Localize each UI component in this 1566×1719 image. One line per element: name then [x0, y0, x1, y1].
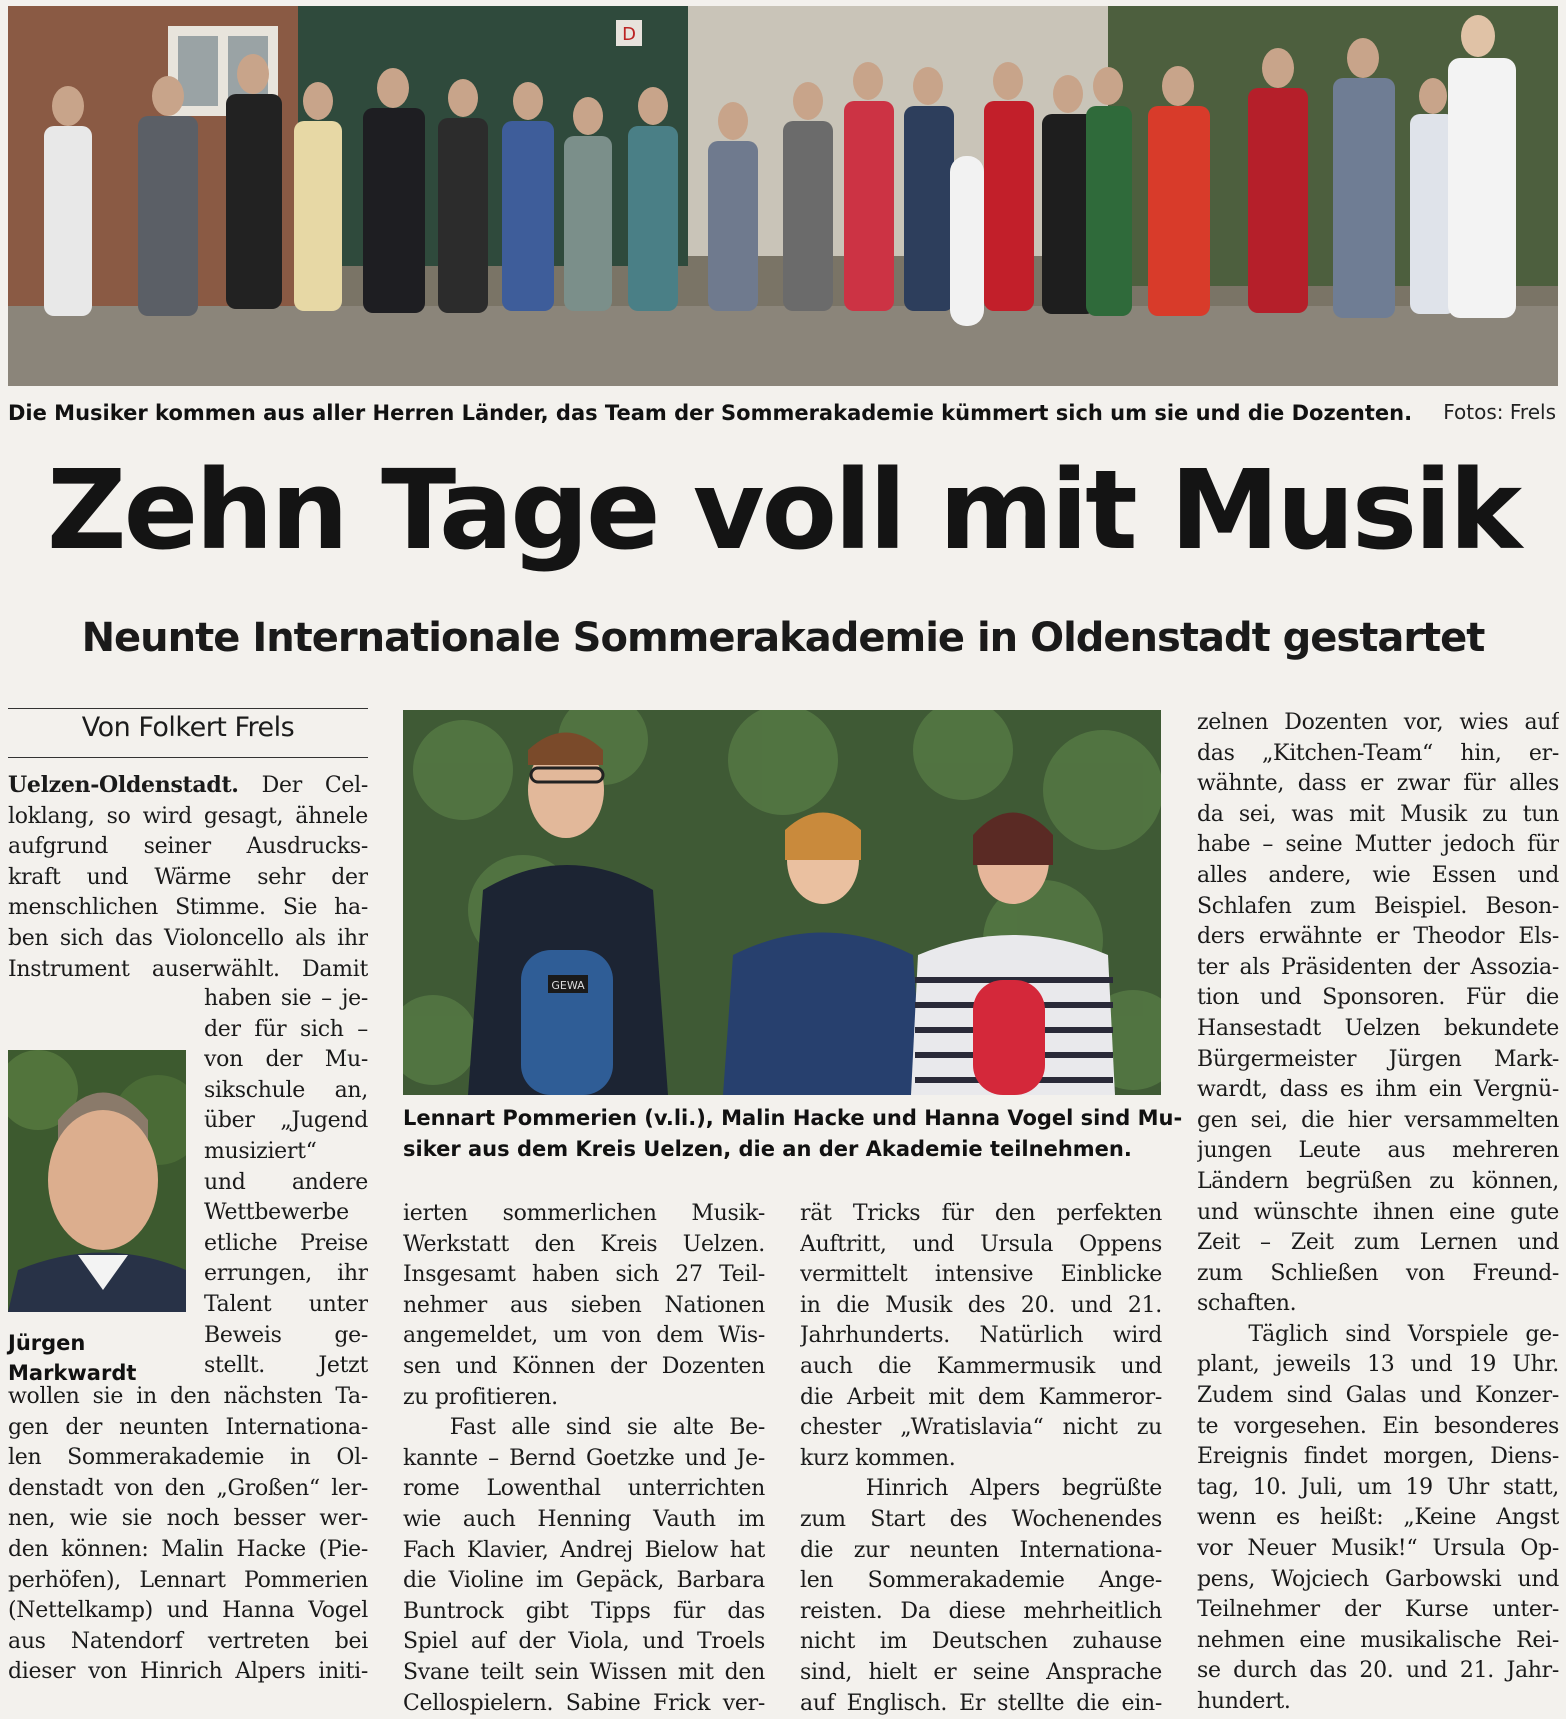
byline-rule-bottom	[8, 757, 368, 758]
text-line: se durch das 20. und 21. Jahr-	[1197, 1658, 1559, 1684]
text-line: sen und Können der Dozenten	[403, 1353, 765, 1379]
text-line: angemeldet, um von dem Wis-	[403, 1323, 765, 1349]
text-line: Werkstatt den Kreis Uelzen.	[403, 1231, 765, 1257]
text-line: aufgrund seiner Ausdrucks-	[8, 834, 368, 860]
text-line: Zudem sind Galas und Konzer-	[1197, 1383, 1559, 1409]
text-line: über „Jugend	[204, 1108, 368, 1134]
text-line: plant, jeweils 13 und 19 Uhr.	[1197, 1352, 1559, 1378]
middle-caption-line-2: siker aus dem Kreis Uelzen, die an der Akademie teilnehmen.	[403, 1137, 1132, 1161]
text-line: ben sich das Violoncello als ihr	[8, 925, 368, 951]
text-line: jungen Leute aus mehreren	[1197, 1138, 1559, 1164]
text-line: musiziert“	[204, 1138, 317, 1164]
text-line: zum Schließen von Freund-	[1197, 1260, 1559, 1286]
text-line: dieser von Hinrich Alpers initi-	[8, 1659, 368, 1685]
text-line: nicht im Deutschen zuhause	[800, 1629, 1162, 1655]
text-line: Schlafen zum Beispiel. Beson-	[1197, 893, 1559, 919]
article-column-3	[800, 1199, 1162, 1719]
middle-caption-line-1: Lennart Pommerien (v.li.), Malin Hacke und Hanna Vogel sind Mu-	[403, 1106, 1183, 1130]
text-line: hundert.	[1197, 1689, 1291, 1714]
text-line: Ereignis findet morgen, Diens-	[1197, 1444, 1559, 1470]
middle-photo-caption	[403, 1103, 1183, 1165]
portrait-name-line-2: Markwardt	[8, 1361, 137, 1385]
text-line: vermittelt intensive Einblicke	[800, 1262, 1162, 1288]
text-line: wie auch Henning Vauth im	[403, 1506, 765, 1532]
text-line: Bürgermeister Jürgen Mark-	[1197, 1046, 1559, 1072]
text-line: in die Musik des 20. und 21.	[800, 1292, 1162, 1318]
text-line: schaften.	[1197, 1291, 1297, 1317]
text-line: zu profitieren.	[403, 1384, 558, 1410]
text-line: die Violine im Gepäck, Barbara	[403, 1568, 765, 1594]
text-line: Instrument auserwählt. Damit	[8, 956, 368, 982]
musicians-photo-graphic	[403, 710, 1161, 1095]
text-line: vor Neuer Musik!“ Ursula Op-	[1197, 1536, 1559, 1562]
text-line: Ländern begrüßen zu können,	[1197, 1168, 1559, 1194]
text-line: (Nettelkamp) und Hanna Vogel	[8, 1598, 368, 1624]
text-line: Jahrhunderts. Natürlich wird	[800, 1323, 1162, 1349]
article-column-2	[403, 1199, 765, 1719]
text-line: haben sie – je-	[204, 986, 368, 1011]
portrait-graphic	[8, 1050, 186, 1312]
text-line: auch die Kammermusik und	[800, 1353, 1162, 1379]
portrait-photo	[8, 1050, 186, 1312]
text-line: len Sommerakademie in Ol-	[8, 1445, 368, 1471]
text-line: nen, wie sie noch besser wer-	[8, 1506, 368, 1532]
text-line: ierten sommerlichen Musik-	[403, 1201, 765, 1226]
text-line: pens, Wojciech Garbowski und	[1197, 1566, 1559, 1592]
text-line: Hinrich Alpers begrüßte	[800, 1476, 1162, 1502]
text-line: kraft und Wärme sehr der	[8, 864, 368, 890]
byline: Von Folkert Frels	[81, 712, 295, 743]
text-line: habe – seine Mutter jedoch für	[1197, 832, 1559, 858]
text-line: sind, hielt er seine Ansprache	[800, 1659, 1162, 1685]
text-line: tion und Sponsoren. Für die	[1197, 985, 1559, 1011]
text-line: Buntrock gibt Tipps für das	[403, 1598, 765, 1624]
text-line: menschlichen Stimme. Sie ha-	[8, 895, 368, 921]
text-line: Cellospielern. Sabine Frick ver-	[403, 1690, 765, 1716]
text-line: sikschule an,	[204, 1077, 368, 1103]
text-line: von der Mu-	[204, 1047, 368, 1073]
text-fragment: Der Cel-	[238, 773, 368, 798]
text-line: Auftritt, und Ursula Oppens	[800, 1231, 1162, 1257]
portrait-caption	[8, 1328, 136, 1388]
text-line: die Arbeit mit dem Kammeror-	[800, 1384, 1162, 1410]
text-line: Fach Klavier, Andrej Bielow hat	[403, 1537, 765, 1563]
article-column-1-top	[8, 770, 368, 985]
text-line: da sei, was mit Musik zu tun	[1197, 801, 1559, 827]
top-photo-caption: Die Musiker kommen aus aller Herren Länder, das Team der Sommerakademie kümmert sich um sie und die Dozenten.	[8, 401, 1413, 425]
text-line: stellt. Jetzt	[204, 1353, 368, 1379]
text-line: kannte – Bernd Goetzke und Je-	[403, 1445, 765, 1471]
door-sign-text: D	[622, 24, 636, 45]
text-line: und wünschte ihnen eine gute	[1197, 1199, 1559, 1225]
text-line: Talent unter	[204, 1291, 368, 1317]
text-line: Zeit – Zeit zum Lernen und	[1197, 1230, 1559, 1256]
text-line: rät Tricks für den perfekten	[800, 1201, 1162, 1226]
text-line: zum Start des Wochenendes	[800, 1506, 1162, 1532]
text-line: ders erwähnte er Theodor Els-	[1197, 924, 1559, 950]
text-line: Insgesamt haben sich 27 Teil-	[403, 1262, 765, 1288]
musicians-photo	[403, 710, 1161, 1095]
text-line: alles andere, wie Essen und	[1197, 862, 1559, 888]
text-line: wardt, dass es ihm ein Vergnü-	[1197, 1077, 1559, 1103]
text-line: Svane teilt sein Wissen mit den	[403, 1659, 765, 1685]
text-line: nehmer aus sieben Nationen	[403, 1292, 765, 1318]
text-line: die zur neunten Internationa-	[800, 1537, 1162, 1563]
subheadline: Neunte Internationale Sommerakademie in Oldenstadt gestartet	[81, 615, 1485, 661]
text-line: rome Lowenthal unterrichten	[403, 1476, 765, 1502]
text-line: gen der neunten Internationa-	[8, 1414, 368, 1440]
article-column-1-bottom	[8, 1382, 368, 1688]
group-photo-graphic	[8, 6, 1558, 386]
text-line: den können: Malin Hacke (Pie-	[8, 1536, 368, 1562]
text-line: der für sich –	[204, 1016, 368, 1042]
text-line: wähnte, dass er zwar für alles	[1197, 771, 1559, 797]
text-line: das „Kitchen-Team“ hin, er-	[1197, 740, 1559, 766]
text-line: aus Natendorf vertreten bei	[8, 1628, 368, 1654]
text-line: wenn es heißt: „Keine Angst	[1197, 1505, 1559, 1531]
text-line: te vorgesehen. Ein besonderes	[1197, 1413, 1559, 1439]
dateline: Uelzen-Oldenstadt.	[8, 772, 239, 798]
portrait-name-line-1: Jürgen	[8, 1331, 86, 1355]
article-column-1-narrow	[204, 984, 368, 1382]
text-line: ter als Präsidenten der Assozia-	[1197, 954, 1559, 980]
article-column-4	[1197, 708, 1559, 1718]
text-line: Wettbewerbe	[204, 1200, 349, 1226]
text-line	[8, 770, 368, 802]
text-line: etliche Preise	[204, 1230, 368, 1256]
text-line: Täglich sind Vorspiele ge-	[1197, 1321, 1559, 1347]
headline: Zehn Tage voll mit Musik	[46, 446, 1520, 574]
text-line: loklang, so wird gesagt, ähnele	[8, 803, 368, 829]
text-line: Fast alle sind sie alte Be-	[403, 1415, 765, 1441]
text-line: len Sommerakademie Ange-	[800, 1568, 1162, 1594]
text-line: reisten. Da diese mehrheitlich	[800, 1598, 1162, 1624]
text-line: chester „Wratislavia“ nicht zu	[800, 1415, 1162, 1441]
photo-credit: Fotos: Frels	[1443, 400, 1556, 424]
text-line: wollen sie in den nächsten Ta-	[8, 1384, 368, 1409]
text-line: und andere	[204, 1169, 368, 1195]
text-line: gen sei, die hier versammelten	[1197, 1107, 1559, 1133]
text-line: auf Englisch. Er stellte die ein-	[800, 1690, 1162, 1716]
text-line: denstadt von den „Großen“ ler-	[8, 1475, 368, 1501]
case-label-text: GEWA	[551, 979, 585, 992]
text-line: errungen, ihr	[204, 1261, 368, 1287]
text-line: Beweis ge-	[204, 1322, 368, 1348]
text-line: Spiel auf der Viola, und Troels	[403, 1629, 765, 1655]
group-photo	[8, 6, 1558, 386]
text-line: kurz kommen.	[800, 1445, 956, 1471]
text-line: zelnen Dozenten vor, wies auf	[1197, 710, 1559, 735]
text-line: nehmen eine musikalische Rei-	[1197, 1627, 1559, 1653]
text-line: tag, 10. Juli, um 19 Uhr statt,	[1197, 1474, 1559, 1500]
text-line: perhöfen), Lennart Pommerien	[8, 1567, 368, 1593]
text-line: Teilnehmer der Kurse unter-	[1197, 1597, 1559, 1623]
text-line: Hansestadt Uelzen bekundete	[1197, 1015, 1559, 1041]
byline-rule-top	[8, 708, 368, 709]
